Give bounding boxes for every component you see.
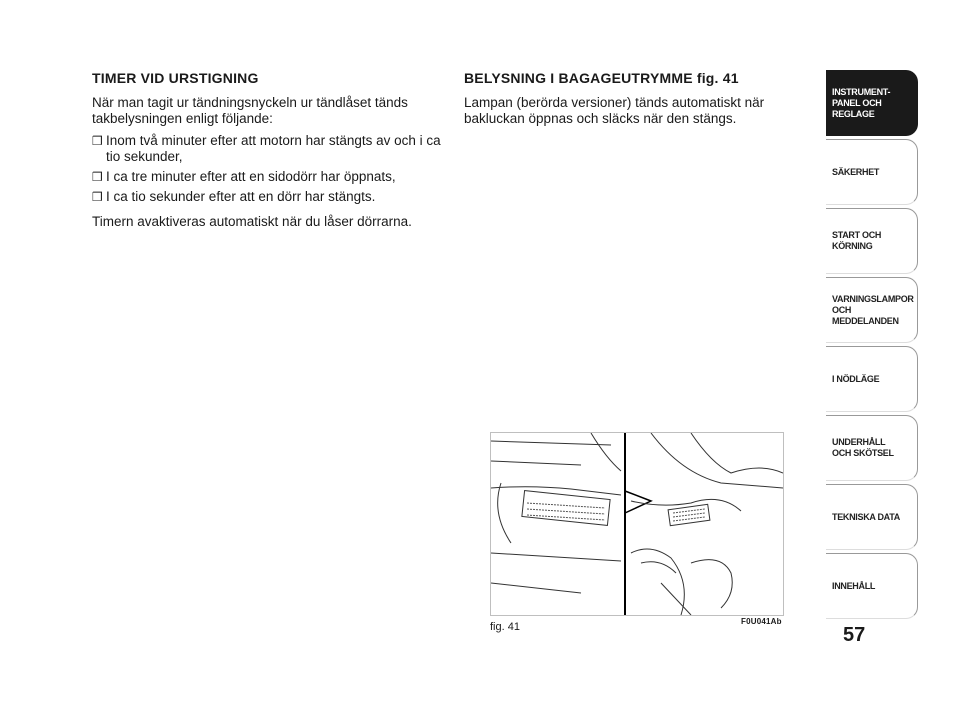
list-item-text: I ca tio sekunder efter att en dörr har stängts. <box>106 189 376 204</box>
tab-maintenance[interactable] <box>826 415 918 481</box>
tab-label: INSTRUMENT- PANEL OCH REGLAGE <box>832 86 891 119</box>
section-heading-luggage-light: BELYSNING I BAGAGEUTRYMME fig. 41 <box>464 70 739 86</box>
page-number: 57 <box>843 624 866 646</box>
tab-label: START OCH KÖRNING <box>832 230 882 251</box>
checkbox-icon: ❒ <box>92 170 103 184</box>
section-heading-timer: TIMER VID URSTIGNING <box>92 70 259 86</box>
tab-label: I NÖDLÄGE <box>832 373 880 384</box>
list-item-text: Inom två minuter efter att motorn har stängts av och i ca tio sekunder, <box>106 133 441 164</box>
figure-code: F0U041Ab <box>741 617 782 626</box>
right-column <box>464 70 794 133</box>
tab-label: INNEHÅLL <box>832 580 876 591</box>
tab-warning-lights[interactable] <box>826 277 918 343</box>
list-item <box>92 169 444 185</box>
tab-technical-data[interactable] <box>826 484 918 550</box>
list-item <box>92 133 444 165</box>
left-column <box>92 70 444 236</box>
figure-illustration <box>490 432 784 616</box>
tab-starting-driving[interactable] <box>826 208 918 274</box>
tab-label: UNDERHÅLL OCH SKÖTSEL <box>832 437 894 458</box>
outro-paragraph: Timern avaktiveras automatiskt när du låser dörrarna. <box>92 214 412 229</box>
chapter-tabs <box>826 70 918 622</box>
tab-label: SÄKERHET <box>832 166 880 177</box>
tab-label: VARNINGSLAMPOR OCH MEDDELANDEN <box>832 293 914 326</box>
tab-safety[interactable] <box>826 139 918 205</box>
list-item-text: I ca tre minuter efter att en sidodörr har öppnats, <box>106 169 396 184</box>
list-item <box>92 189 444 205</box>
figure-caption: fig. 41 <box>490 621 520 633</box>
luggage-light-paragraph: Lampan (berörda versioner) tänds automatiskt när bakluckan öppnas och släcks när den stängs. <box>464 95 765 126</box>
intro-paragraph: När man tagit ur tändningsnyckeln ur tändlåset tänds takbelysningen enligt följande: <box>92 95 408 126</box>
luggage-lamp-drawing <box>491 433 783 615</box>
tab-emergency[interactable] <box>826 346 918 412</box>
tab-label: TEKNISKA DATA <box>832 511 900 522</box>
tab-instrument-panel[interactable] <box>826 70 918 136</box>
checkbox-icon: ❒ <box>92 190 103 204</box>
checkbox-icon: ❒ <box>92 134 103 148</box>
tab-contents[interactable] <box>826 553 918 619</box>
